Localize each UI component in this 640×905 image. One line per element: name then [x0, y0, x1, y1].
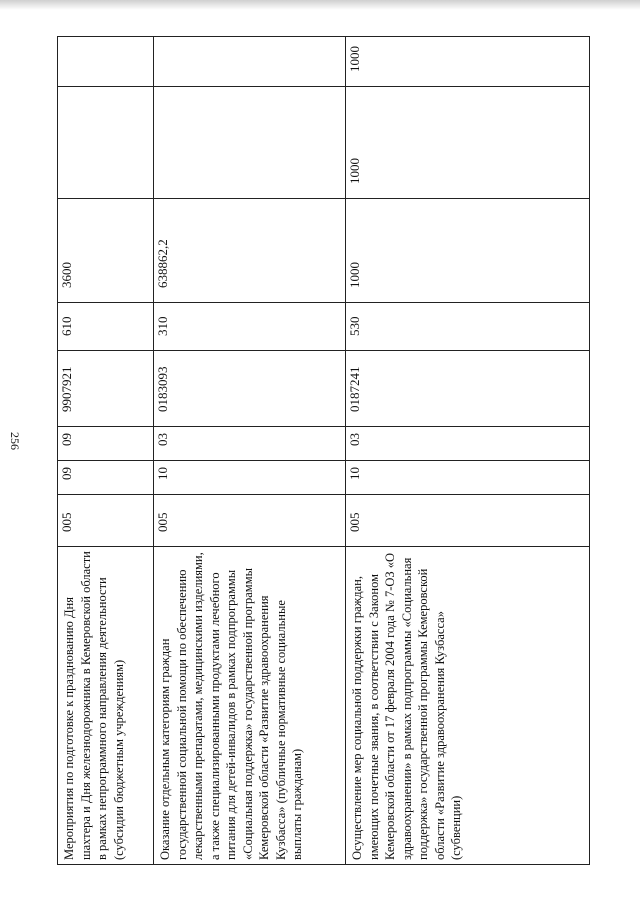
amount-year-1: 638862,2 — [154, 199, 346, 303]
target-article-code: 0187241 — [346, 351, 590, 427]
target-article-code: 0183093 — [154, 351, 346, 427]
row-description: Осуществление мер социальной поддержки граждан, имеющих почетные звания, в соответствии с Законом Кемеровской области от 17 февраля 2004 года № 7-ОЗ «О здравоохранении» в рамках подпрограммы «Социальная поддержка» государственной программы Кемеровской области «Развитие здравоохранения Кузбасса» (субвенции) — [346, 547, 590, 865]
ministry-code: 005 — [58, 495, 154, 547]
expense-type-code: 610 — [58, 303, 154, 351]
section-code: 09 — [58, 461, 154, 495]
table-row — [154, 37, 346, 865]
amount-year-3 — [154, 37, 346, 87]
amount-year-2 — [58, 87, 154, 199]
section-code: 10 — [154, 461, 346, 495]
subsection-code: 03 — [346, 427, 590, 461]
expense-type-code: 530 — [346, 303, 590, 351]
rotated-page — [57, 37, 589, 865]
amount-year-2: 1000 — [346, 87, 590, 199]
amount-year-1: 1000 — [346, 199, 590, 303]
ministry-code: 005 — [154, 495, 346, 547]
amount-year-3 — [58, 37, 154, 87]
target-article-code: 9907921 — [58, 351, 154, 427]
subsection-code: 09 — [58, 427, 154, 461]
subsection-code: 03 — [154, 427, 346, 461]
row-description: Оказание отдельным категориям граждан государственной социальной помощи по обеспечению лекарственными препаратами, медицинскими изделиями, а также специализированными продуктами лечебного питания для детей-инвалидов в рамках подпрограммы «Социальная поддержка» государственной программы Кемеровской области «Развитие здравоохранения Кузбасса» (публичные нормативные социальные выплаты гражданам) — [154, 547, 346, 865]
page-number: 256 — [8, 432, 22, 450]
ministry-code: 005 — [346, 495, 590, 547]
amount-year-1: 3600 — [58, 199, 154, 303]
row-description: Мероприятия по подготовке к празднованию Дня шахтера и Дня железнодорожника в Кемеровской области в рамках непрограммного направления деятельности (субсидии бюджетным учреждениям) — [58, 547, 154, 865]
section-code: 10 — [346, 461, 590, 495]
amount-year-3: 1000 — [346, 37, 590, 87]
amount-year-2 — [154, 87, 346, 199]
scan-edge — [0, 0, 640, 10]
budget-table — [57, 36, 590, 865]
table-row — [58, 37, 154, 865]
table-row — [346, 37, 590, 865]
expense-type-code: 310 — [154, 303, 346, 351]
